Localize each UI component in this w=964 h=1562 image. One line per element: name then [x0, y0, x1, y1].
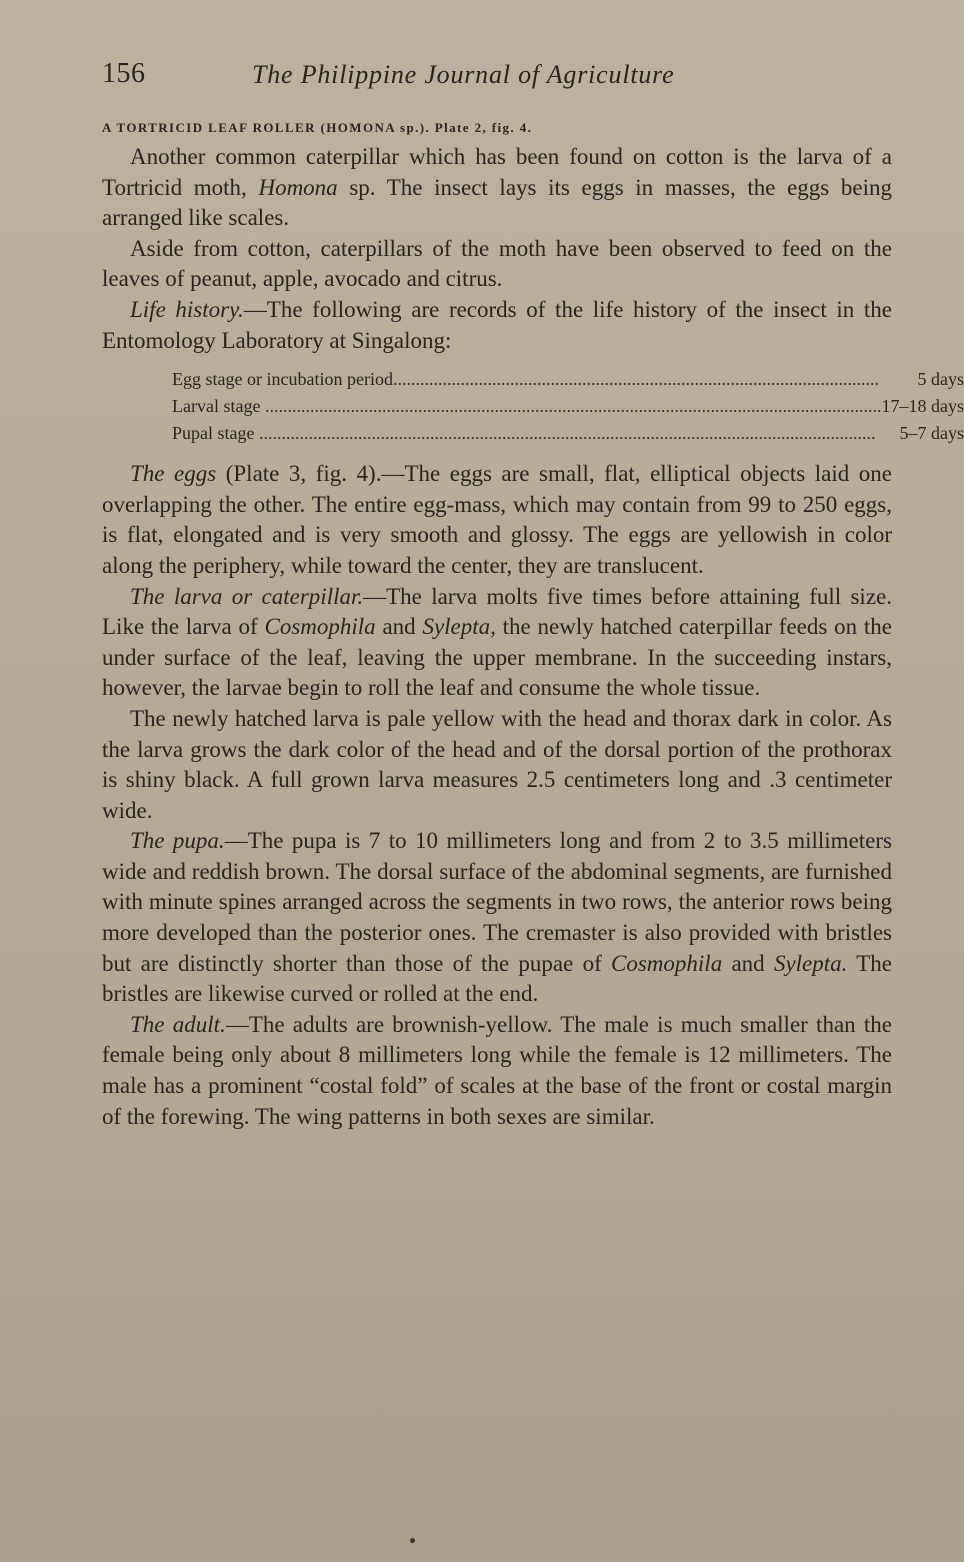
section-heading: A TORTRICID LEAF ROLLER (HOMONA sp.). Plate 2, fig. 4.	[102, 120, 533, 135]
journal-title: The Philippine Journal of Agriculture	[252, 60, 675, 89]
eggs-paragraph	[102, 459, 892, 581]
pupa-paragraph	[102, 826, 892, 1010]
eggs-text: (Plate 3, fig. 4).—The eggs are small, flat, elliptical objects laid one overlapping the other. The entire egg-mass, which may contain from 99 to 250 eggs, is flat, elongated and is very smooth and glossy. The eggs are yellowish in color along the periphery, while toward the center, they are translucent.	[102, 461, 892, 578]
adult-heading: The adult.	[130, 1011, 226, 1037]
leader-dots: .........................................................................................................................................	[260, 396, 882, 417]
genus-sylepta: Sylepta,	[422, 614, 496, 640]
life-history-heading: Life history.	[130, 296, 244, 322]
life-history-row	[172, 420, 964, 447]
stage-duration: 17–18 days	[881, 396, 964, 417]
larva-paragraph-2: The newly hatched larva is pale yellow with the head and thorax dark in color. As the larva grows the dark color of the head and of the dorsal portion of the prothorax is shiny black. A full grown larva measures 2.5 centimeters long and .3 centimeter wide.	[102, 705, 892, 823]
life-history-table	[172, 366, 964, 447]
stage-label: Pupal stage	[172, 423, 255, 444]
life-history-row	[172, 366, 964, 393]
pupa-text-b: and	[722, 950, 774, 976]
larva-heading: The larva or caterpillar.	[130, 583, 364, 609]
stage-label: Larval stage	[172, 396, 261, 417]
running-head	[102, 58, 892, 98]
page-number: 156	[102, 58, 146, 89]
stage-label: Egg stage or incubation period	[172, 369, 393, 390]
document-page	[102, 58, 964, 1132]
life-history-paragraph	[102, 295, 892, 356]
stage-duration: 5 days	[917, 369, 964, 390]
intro-paragraph-1	[102, 142, 892, 234]
intro-text-b: sp. The insect lays its eggs in masses, the eggs being arranged like scales.	[102, 174, 892, 231]
pupa-text-c: The bristles are likewise curved or rolled at the end.	[102, 950, 892, 1007]
eggs-heading: The eggs	[130, 461, 217, 487]
life-history-text: —The following are records of the life history of the insect in the Entomology Laboratory at Singalong:	[102, 296, 892, 353]
stage-duration: 5–7 days	[899, 423, 964, 444]
intro-text-a: Another common caterpillar which has been found on cotton is the larva of a Tortricid moth,	[102, 144, 892, 200]
leader-dots: ............................................................................................................	[392, 369, 879, 390]
adult-paragraph	[102, 1010, 892, 1132]
intro-paragraph-2: Aside from cotton, caterpillars of the moth have been observed to feed on the leaves of peanut, apple, avocado and citrus.	[102, 235, 892, 292]
larva-text-a: —The larva molts five times before attaining full size. Like the larva of	[102, 583, 892, 640]
pupa-heading: The pupa.	[130, 828, 225, 854]
larva-paragraph-1	[102, 582, 892, 704]
genus-cosmophila: Cosmophila	[264, 614, 376, 640]
leader-dots: .........................................................................................................................................	[254, 423, 876, 444]
genus-cosmophila: Cosmophila	[611, 950, 723, 976]
genus-sylepta: Sylepta.	[773, 950, 848, 976]
larva-text-c: the newly hatched caterpillar feeds on the under surface of the leaf, leaving the upper membrane. In the succeeding instars, however, the larvae begin to roll the leaf and consume the whole tissue.	[102, 614, 892, 701]
larva-text-b: and	[375, 614, 423, 640]
adult-text: —The adults are brownish-yellow. The male is much smaller than the female being only about 8 millimeters long while the female is 12 millimeters. The male has a prominent “costal fold” of scales at the base of the front or costal margin of the forewing. The wing patterns in both sexes are similar.	[102, 1011, 892, 1129]
pupa-text-a: —The pupa is 7 to 10 millimeters long and from 2 to 3.5 millimeters wide and reddish brown. The dorsal surface of the abdominal segments, are furnished with minute spines arranged across the segments in two rows, the anterior rows being more developed than the posterior ones. The cremaster is also provided with bristles but are distinctly shorter than those of the pupae of	[102, 828, 892, 976]
life-history-row	[172, 393, 964, 420]
genus-homona: Homona	[258, 174, 338, 200]
ink-smudge	[410, 1538, 415, 1543]
